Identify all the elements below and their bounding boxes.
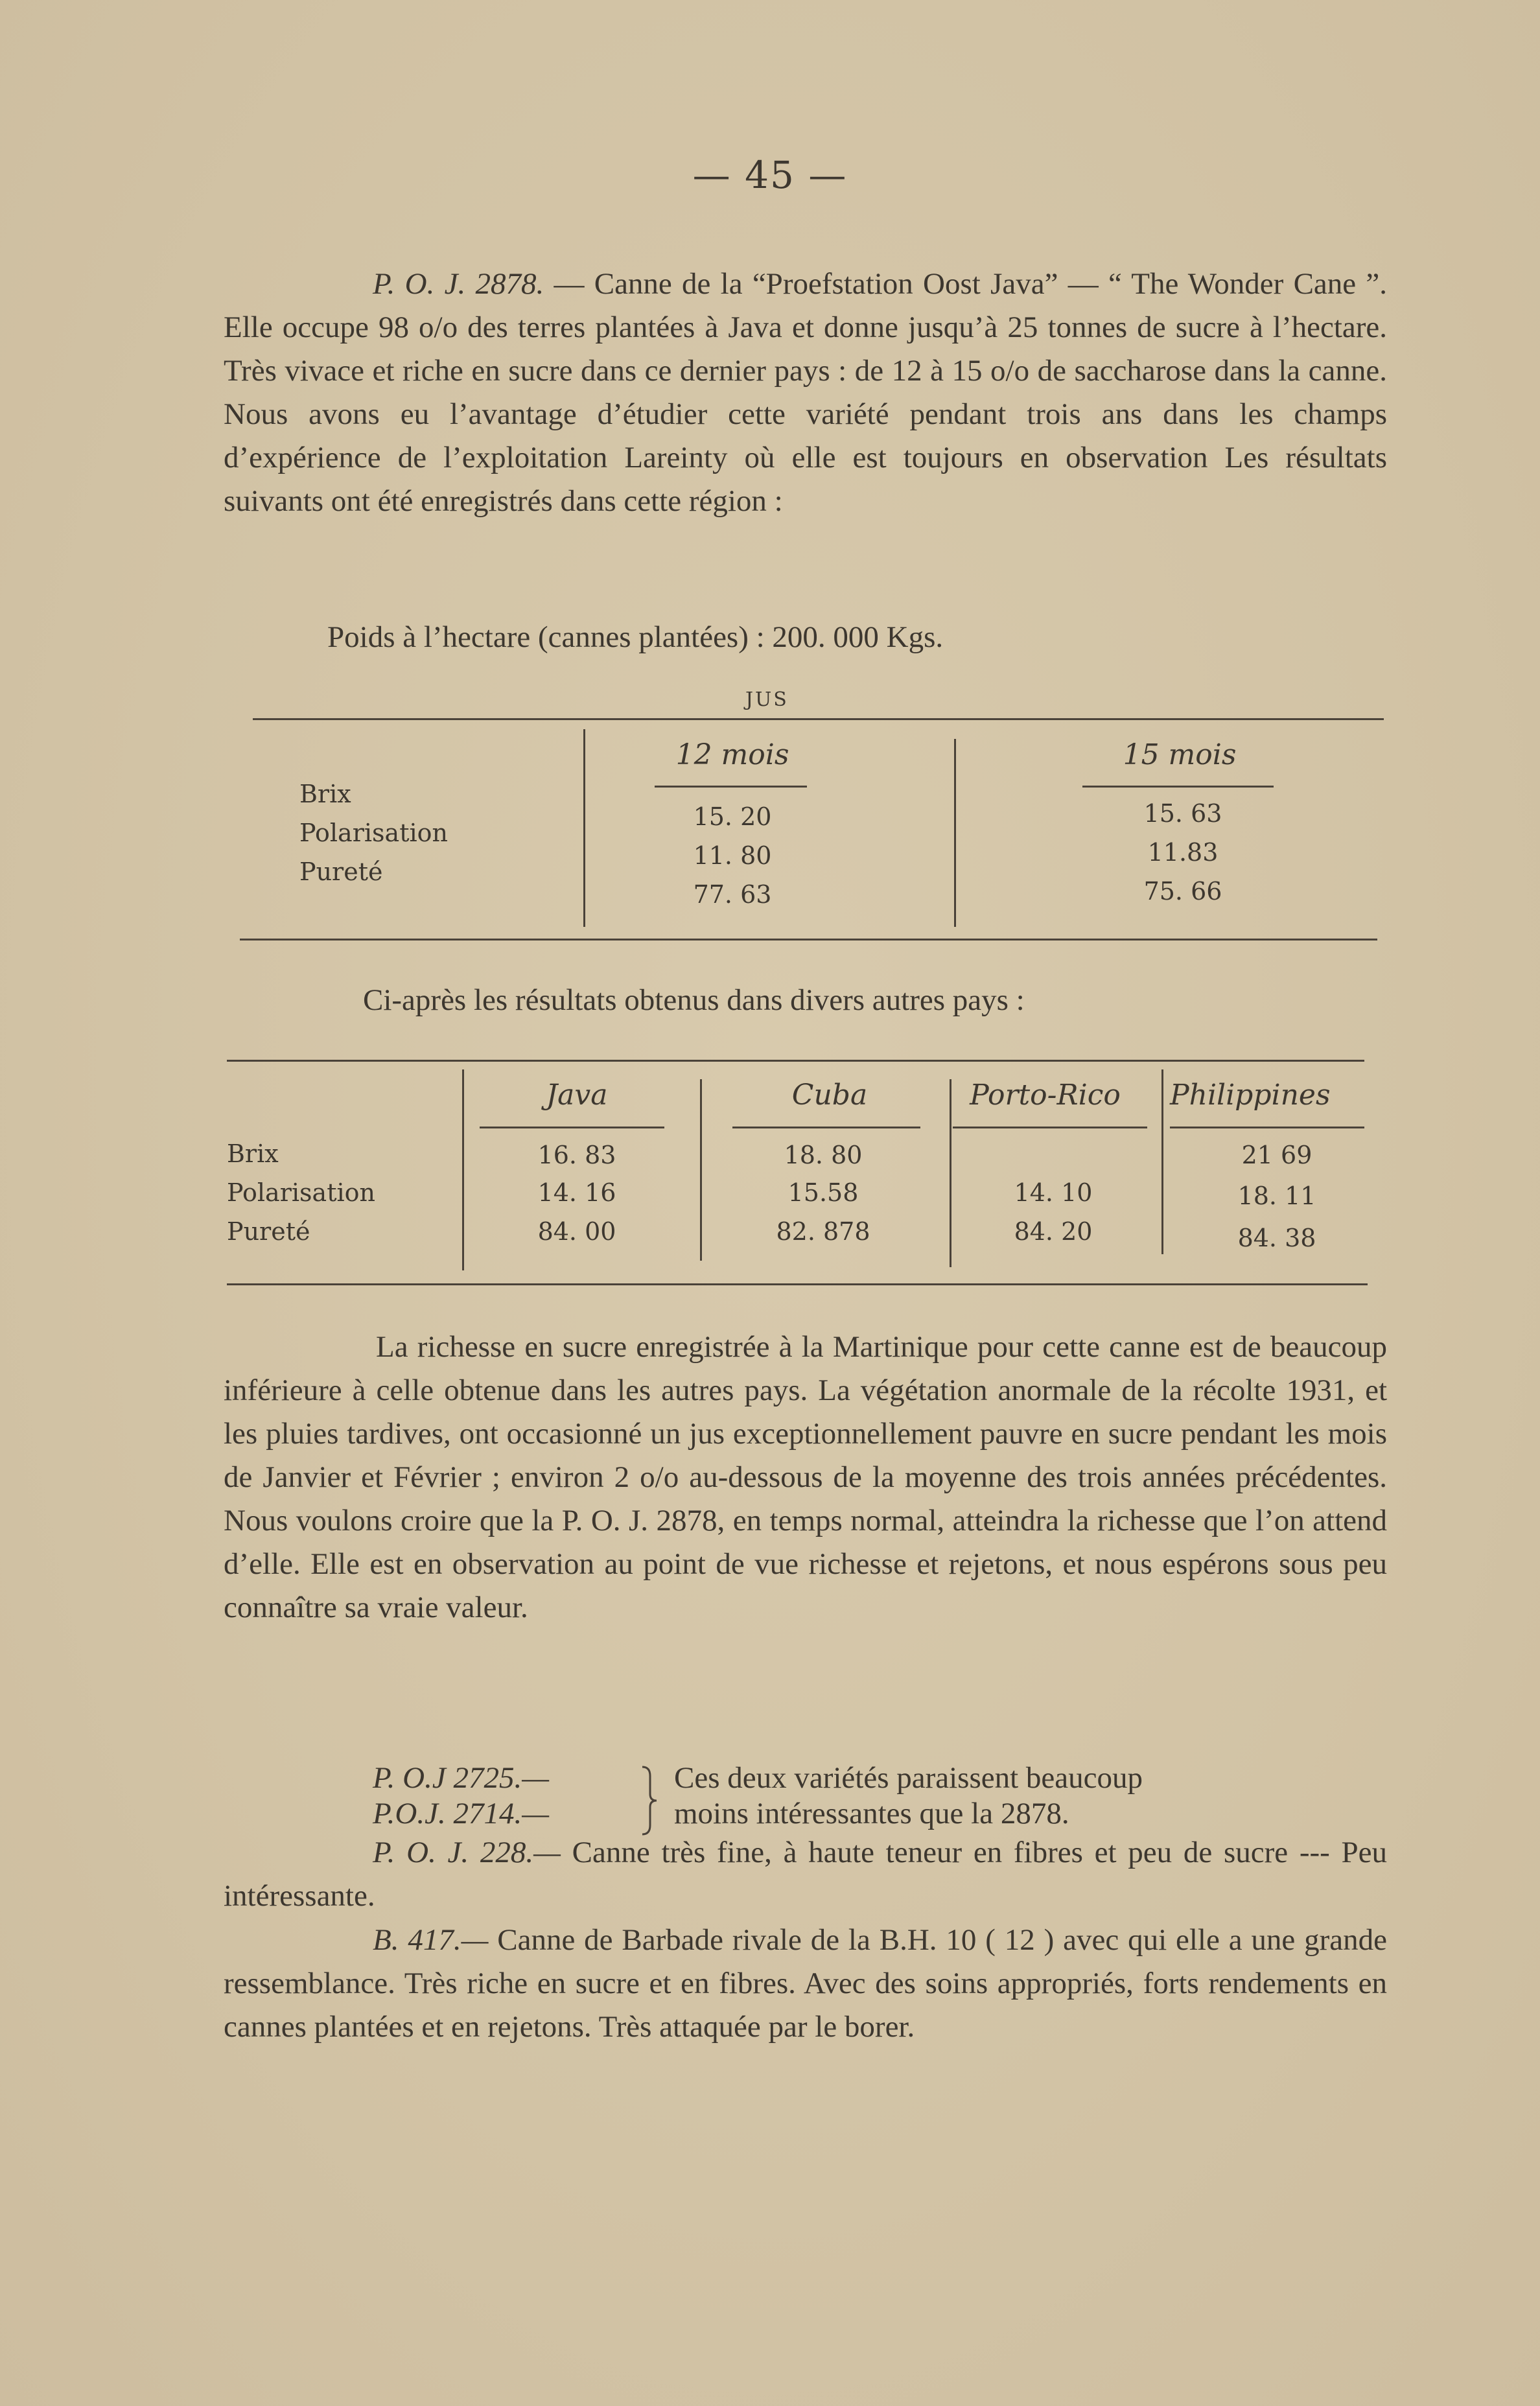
table1-caption: JUS (745, 688, 789, 711)
table2-col-header: Porto-Rico (970, 1079, 1121, 1112)
table1-col-header: 15 mois (1123, 738, 1237, 771)
table2-cell: 84. 00 (537, 1217, 616, 1246)
table2-header-underline (1170, 1127, 1364, 1128)
table1-row-label: Pureté (299, 858, 383, 886)
variety-b417-text: Canne de Barbade rivale de la B.H. 10 ( 12 ) avec qui elle a une grande ressemblance. Très riche en sucre et en fibres. Avec des soins appropriés, forts rendements en cannes plantées et en rejetons. Très attaquée par le borer. (224, 1923, 1388, 2044)
table1-bottom-rule (240, 939, 1377, 940)
table2-header-underline (480, 1127, 664, 1128)
weight-line: Poids à l’hectare (cannes plantées) : 200. 000 Kgs. (327, 620, 944, 654)
table2-col-header: Java (546, 1079, 608, 1112)
variety-ref-b417: B. 417.— (373, 1923, 489, 1957)
table1-cell: 11. 80 (693, 841, 772, 870)
variety-ref-poj2714: P.O.J. 2714.— (373, 1797, 549, 1830)
table1-divider-1 (583, 729, 585, 927)
variety-pair-text-1: Ces deux variétés paraissent beaucoup (674, 1761, 1143, 1795)
table2-bottom-rule (227, 1283, 1368, 1285)
variety-pair-text-2: moins intéressantes que la 2878. (674, 1797, 1069, 1830)
table2-row-label: Brix (227, 1139, 279, 1168)
table2-header-underline (953, 1127, 1147, 1128)
table2-row-label: Pureté (227, 1217, 310, 1246)
intro-paragraph (224, 263, 1387, 523)
table1-cell: 77. 63 (693, 880, 772, 909)
brace-icon (638, 1764, 658, 1837)
table2-intro: Ci-après les résultats obtenus dans divers autres pays : (363, 983, 1025, 1017)
table2-cell: 14. 10 (1014, 1178, 1093, 1207)
table2-divider-2 (700, 1079, 702, 1261)
table2-header-underline (732, 1127, 920, 1128)
variety-ref-poj2725: P. O.J 2725.— (373, 1761, 549, 1795)
table1-col-header: 12 mois (675, 738, 789, 771)
table1-top-rule (253, 718, 1384, 720)
table1-header-underline (655, 786, 807, 788)
intro-text: — Canne de la “Proefstation Oost Java” — “ The Wonder Cane ”. Elle occupe 98 o/o des terres plantées à Java et donne jusqu’à 25 tonnes de sucre à l’hectare. Très vivace et riche en sucre dans ce dernier pays : de 12 à 15 o/o de saccharose dans la canne. Nous avons eu l’avantage d’étudier cette variété pendant trois ans dans les champs d’expérience de l’exploitation Lareinty où elle est toujours en observation Les résultats suivants ont été enregistrés dans cette région : (224, 267, 1387, 518)
table1-header-underline (1082, 786, 1274, 788)
table2-cell: 82. 878 (776, 1217, 870, 1246)
table2-cell: 21 69 (1241, 1141, 1312, 1169)
table1-cell: 11.83 (1147, 838, 1219, 867)
table1-cell: 75. 66 (1143, 877, 1222, 905)
variety-pj228-text: Canne très fine, à haute teneur en fibres et peu de sucre --- Peu intéressante. (224, 1836, 1388, 1913)
table2-divider-4 (1161, 1069, 1163, 1254)
table1-row-label: Polarisation (299, 819, 448, 847)
table2-cell: 18. 80 (784, 1141, 863, 1169)
table1-row-label: Brix (299, 780, 351, 808)
table1-cell: 15. 20 (693, 802, 772, 831)
discussion-paragraph: La richesse en sucre enregistrée à la Martinique pour cette canne est de beaucoup inférieure à celle obtenue dans les autres pays. La végétation anormale de la récolte 1931, et les pluies tardives, ont occasionné un jus exceptionnellement pauvre en sucre pendant les mois de Janvier et Février ; environ 2 o/o au-dessous de la moyenne des trois années précédentes. Nous voulons croire que la P. O. J. 2878, en temps normal, atteindra la richesse que l’on attend d’elle. Elle est en observation au point de vue richesse et rejetons, et nous espérons sous peu connaître sa vraie valeur. (224, 1330, 1387, 1624)
variety-ref-pj228: P. O. J. 228.— (373, 1836, 561, 1869)
table2-cell: 18. 11 (1237, 1182, 1316, 1210)
table2-cell: 84. 38 (1237, 1224, 1316, 1252)
table2-cell: 16. 83 (537, 1141, 616, 1169)
table1-divider-2 (954, 739, 956, 927)
table2-cell: 14. 16 (537, 1178, 616, 1207)
table2-cell: 15.58 (788, 1178, 859, 1207)
table2-row-label: Polarisation (227, 1178, 375, 1207)
table2-top-rule (227, 1060, 1364, 1062)
page-number: — 45 — (692, 153, 848, 197)
table2-cell: 84. 20 (1014, 1217, 1093, 1246)
table1-cell: 15. 63 (1143, 799, 1222, 828)
table2-col-header: Philippines (1170, 1079, 1331, 1112)
variety-pj228-paragraph (224, 1831, 1387, 1918)
table2-col-header: Cuba (791, 1079, 868, 1112)
table2-divider-1 (462, 1069, 464, 1270)
variety-ref-poj2878: P. O. J. 2878. (373, 267, 544, 301)
variety-b417-paragraph (224, 1919, 1387, 2049)
